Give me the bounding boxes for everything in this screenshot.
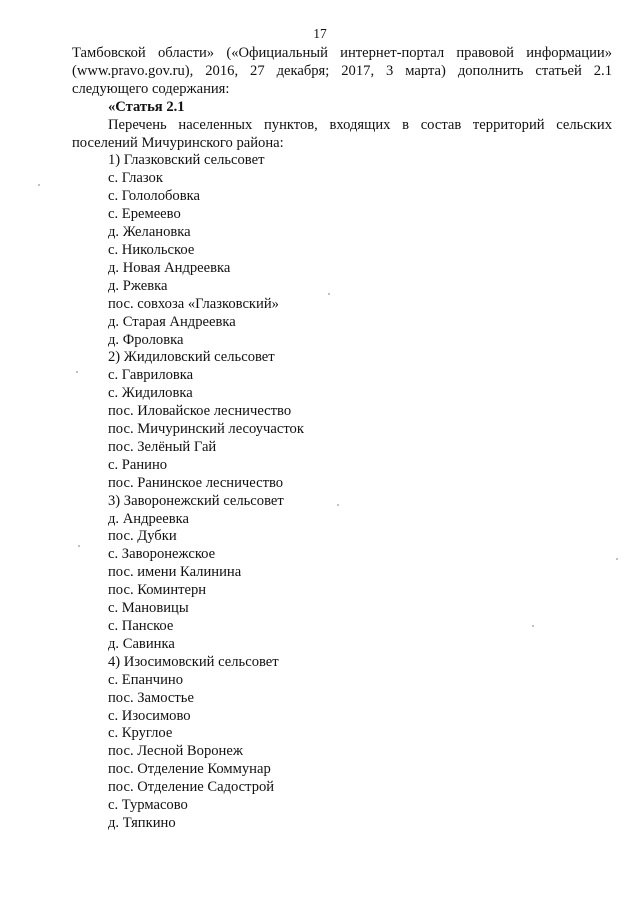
settlement-item: пос. Мичуринский лесоучасток xyxy=(108,421,304,438)
council-heading: 3) Заворонежский сельсовет xyxy=(108,492,284,509)
council-heading: 4) Изосимовский сельсовет xyxy=(108,653,279,670)
settlement-item: д. Фроловка xyxy=(108,331,184,348)
settlement-item: д. Андреевка xyxy=(108,510,189,527)
document-body xyxy=(72,45,612,833)
settlement-item: с. Гавриловка xyxy=(108,367,194,384)
settlement-item: с. Круглое xyxy=(108,725,173,742)
settlement-item: пос. Ранинское лесничество xyxy=(108,474,284,491)
article-lead-paragraph: Перечень населенных пунктов, входящих в состав территорий сельских поселений Мичуринского района: xyxy=(72,116,612,151)
settlement-item: пос. Отделение Коммунар xyxy=(108,761,271,778)
settlement-item: пос. Зелёный Гай xyxy=(108,438,217,455)
settlement-item: д. Желановка xyxy=(108,224,191,241)
settlement-item: д. Тяпкино xyxy=(108,814,176,831)
scan-speck xyxy=(337,504,339,506)
settlement-item: с. Панское xyxy=(108,618,174,634)
page-number: 17 xyxy=(313,26,327,41)
article-title: «Статья 2.1 xyxy=(108,98,185,115)
settlement-item: с. Жидиловка xyxy=(108,385,193,402)
settlement-item: с. Мановицы xyxy=(108,600,189,617)
scan-speck xyxy=(616,558,618,560)
settlement-item: пос. Дубки xyxy=(108,528,177,545)
settlement-item: с. Гололобовка xyxy=(108,188,200,205)
settlement-item: с. Глазок xyxy=(108,170,163,187)
settlement-item: с. Епанчино xyxy=(108,671,184,688)
settlement-item: с. Никольское xyxy=(108,241,195,258)
council-heading: 2) Жидиловский сельсовет xyxy=(108,349,275,366)
council-heading: 1) Глазковский сельсовет xyxy=(108,152,265,169)
settlement-item: д. Новая Андреевка xyxy=(108,259,231,276)
settlement-item: д. Савинка xyxy=(108,635,175,652)
settlement-item: пос. Иловайское лесничество xyxy=(108,403,292,420)
settlement-item: пос. Замостье xyxy=(108,689,194,706)
scan-speck xyxy=(38,184,40,186)
settlement-item: пос. Отделение Садострой xyxy=(108,779,275,796)
scan-speck xyxy=(532,625,534,627)
settlement-item: д. Старая Андреевка xyxy=(108,313,236,330)
settlement-item: с. Изосимово xyxy=(108,707,191,724)
scan-speck xyxy=(78,545,80,547)
settlement-item: пос. Лесной Воронеж xyxy=(108,743,243,760)
scan-speck xyxy=(328,293,330,295)
settlement-item: пос. имени Калинина xyxy=(108,564,242,581)
settlement-item: с. Турмасово xyxy=(108,797,188,814)
settlement-item: д. Ржевка xyxy=(108,277,168,294)
settlement-item: пос. совхоза «Глазковский» xyxy=(108,295,279,312)
settlement-list xyxy=(72,152,612,832)
settlement-item: с. Ранино xyxy=(108,456,168,473)
settlement-item: с. Заворонежское xyxy=(108,546,216,563)
settlement-item: с. Еремеево xyxy=(108,206,181,223)
settlement-item: пос. Коминтерн xyxy=(108,582,207,599)
intro-paragraph: Тамбовской области» («Официальный интернет-портал правовой информации» (www.pravo.gov.ru), 2016, 27 декабря; 2017, 3 марта) дополнить статьей 2.1 следующего содержания: xyxy=(72,45,612,97)
scan-speck xyxy=(76,371,78,373)
